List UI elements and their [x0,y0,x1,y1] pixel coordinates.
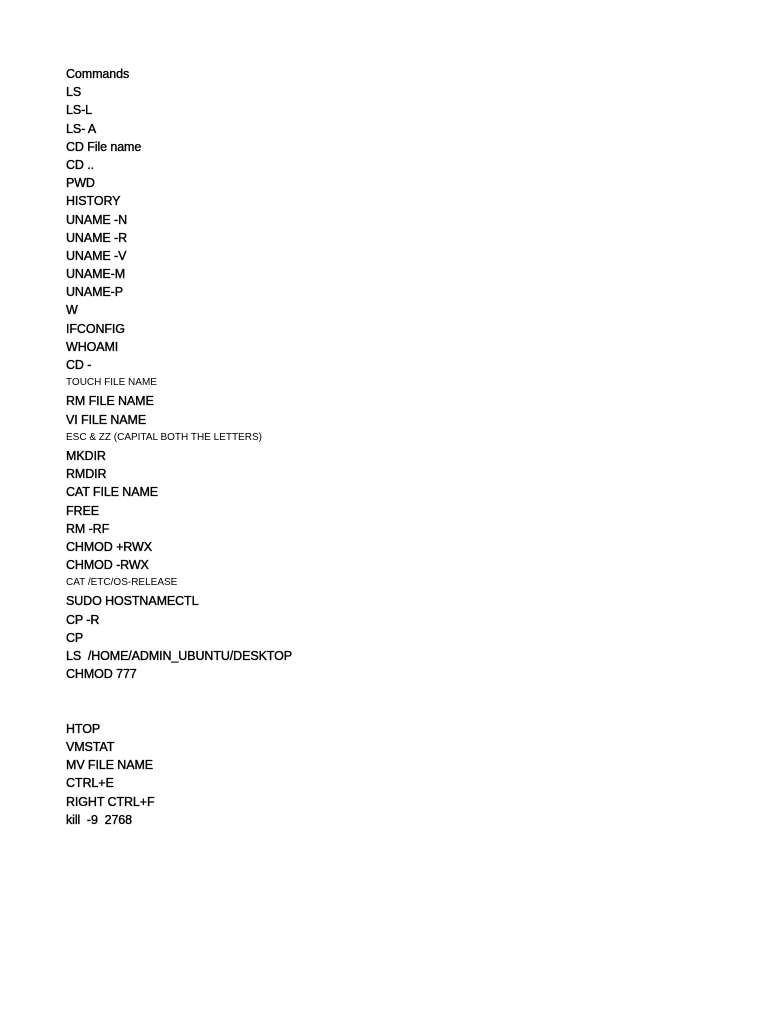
command-line: CTRL+E [66,776,114,791]
command-group-secondary [66,720,706,829]
command-line: UNAME -N [66,212,128,227]
command-line: RM FILE NAME [66,394,154,409]
command-line: HTOP [66,721,101,736]
command-line: UNAME-M [66,267,126,282]
command-line: IFCONFIG [66,321,125,336]
command-line: CHMOD -RWX [66,558,149,573]
command-line: CHMOD 777 [66,667,137,682]
command-line: RM -RF [66,521,110,536]
command-line: FREE [66,503,99,518]
command-line: RIGHT CTRL+F [66,794,155,809]
command-line: MV FILE NAME [66,758,154,773]
command-line: UNAME -V [66,248,127,263]
command-line: ESC & ZZ (CAPITAL BOTH THE LETTERS) [66,431,262,443]
command-list [66,65,706,829]
command-line: VI FILE NAME [66,412,147,427]
command-line: SUDO HOSTNAMECTL [66,594,199,609]
command-line: HISTORY [66,194,121,209]
command-line: CP -R [66,612,100,627]
command-line: TOUCH FILE NAME [66,377,157,389]
command-line: CD File name [66,139,142,154]
command-line: UNAME -R [66,230,128,245]
command-line: MKDIR [66,448,106,463]
command-line: RMDIR [66,467,107,482]
command-line: kill -9 2768 [66,812,132,827]
command-line: LS /HOME/ADMIN_UBUNTU/DESKTOP [66,649,292,663]
command-line: CD - [66,358,92,372]
command-line: LS-L [66,103,93,118]
command-line: W [66,303,78,318]
command-line: CP [66,630,84,645]
document-title: Commands [66,67,130,81]
command-line: CHMOD +RWX [66,539,152,554]
blank-gap [66,683,706,719]
command-line: UNAME-P [66,285,123,300]
command-group-primary [66,83,706,683]
command-line: LS- A [66,121,97,136]
command-line: VMSTAT [66,739,115,754]
command-line: PWD [66,176,95,191]
command-line: CAT /ETC/OS-RELEASE [66,577,178,589]
command-line: WHOAMI [66,339,119,354]
command-line: LS [66,85,82,100]
command-line: CAT FILE NAME [66,485,159,500]
command-line: CD .. [66,157,94,172]
